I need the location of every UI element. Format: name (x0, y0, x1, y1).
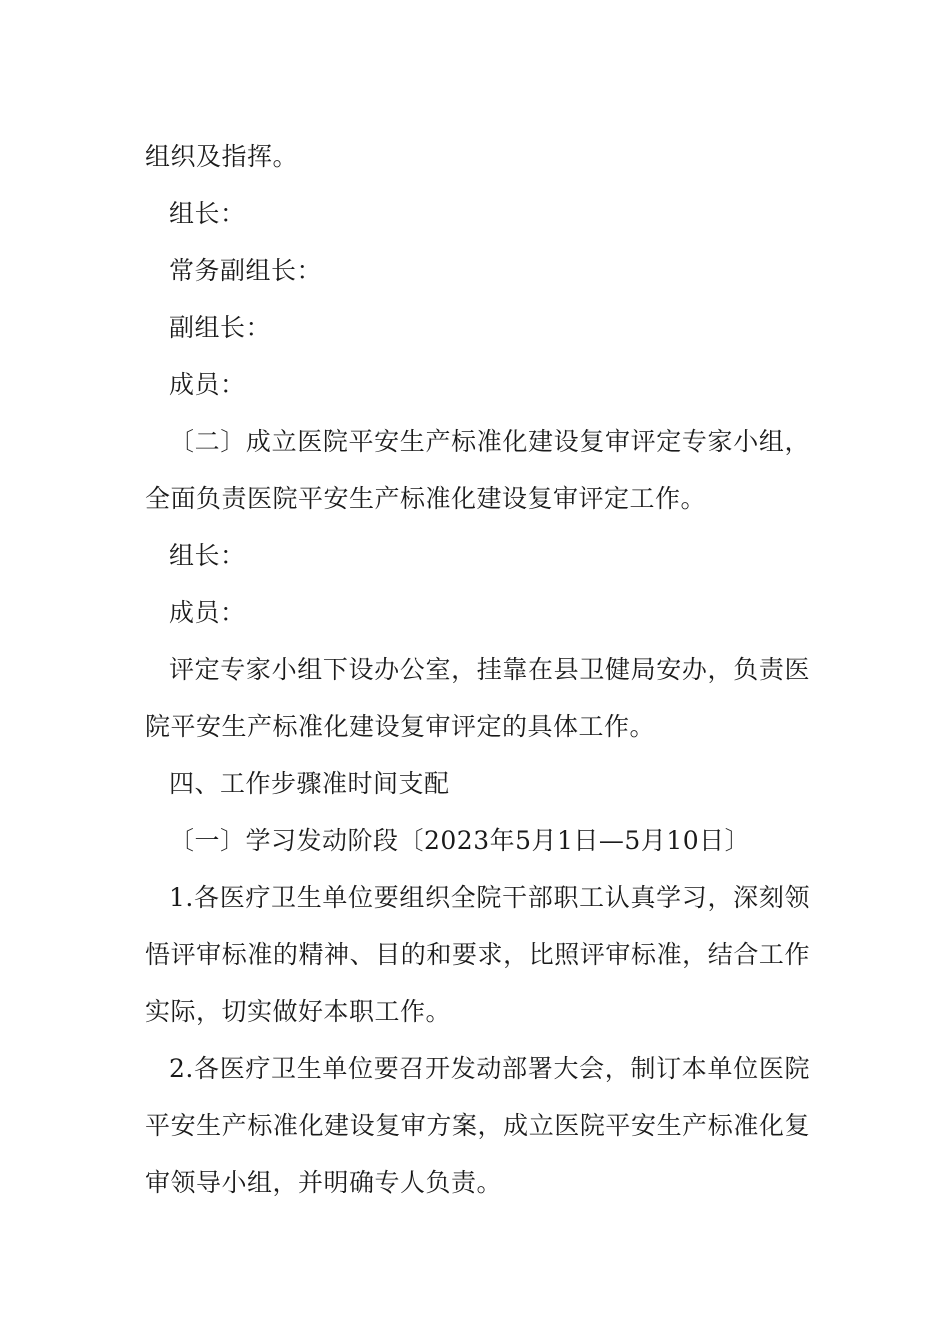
paragraph: 组织及指挥。 (145, 142, 299, 171)
paragraph: 1.各医疗卫生单位要组织全院干部职工认真学习，深刻领悟评审标准的精神、目的和要求，比照评审标准，结合工作实际，切实做好本职工作。 (145, 883, 810, 1026)
paragraph: 评定专家小组下设办公室，挂靠在县卫健局安办，负责医院平安生产标准化建设复审评定的具体工作。 (145, 655, 810, 741)
paragraph: 组长： (169, 541, 246, 570)
paragraph: 〔二〕成立医院平安生产标准化建设复审评定专家小组，全面负责医院平安生产标准化建设复审评定工作。 (145, 427, 810, 513)
document-body (145, 128, 810, 1211)
paragraph: 常务副组长： (169, 256, 323, 285)
paragraph: 副组长： (169, 313, 272, 342)
paragraph: 成员： (169, 370, 246, 399)
subsection-heading: 〔一〕学习发动阶段〔2023年5月1日—5月10日〕 (169, 826, 751, 855)
paragraph: 2.各医疗卫生单位要召开发动部署大会，制订本单位医院平安生产标准化建设复审方案，成立医院平安生产标准化复审领导小组，并明确专人负责。 (145, 1054, 810, 1197)
paragraph: 成员： (169, 598, 246, 627)
section-heading: 四、工作步骤准时间支配 (169, 769, 450, 798)
paragraph: 组长： (169, 199, 246, 228)
